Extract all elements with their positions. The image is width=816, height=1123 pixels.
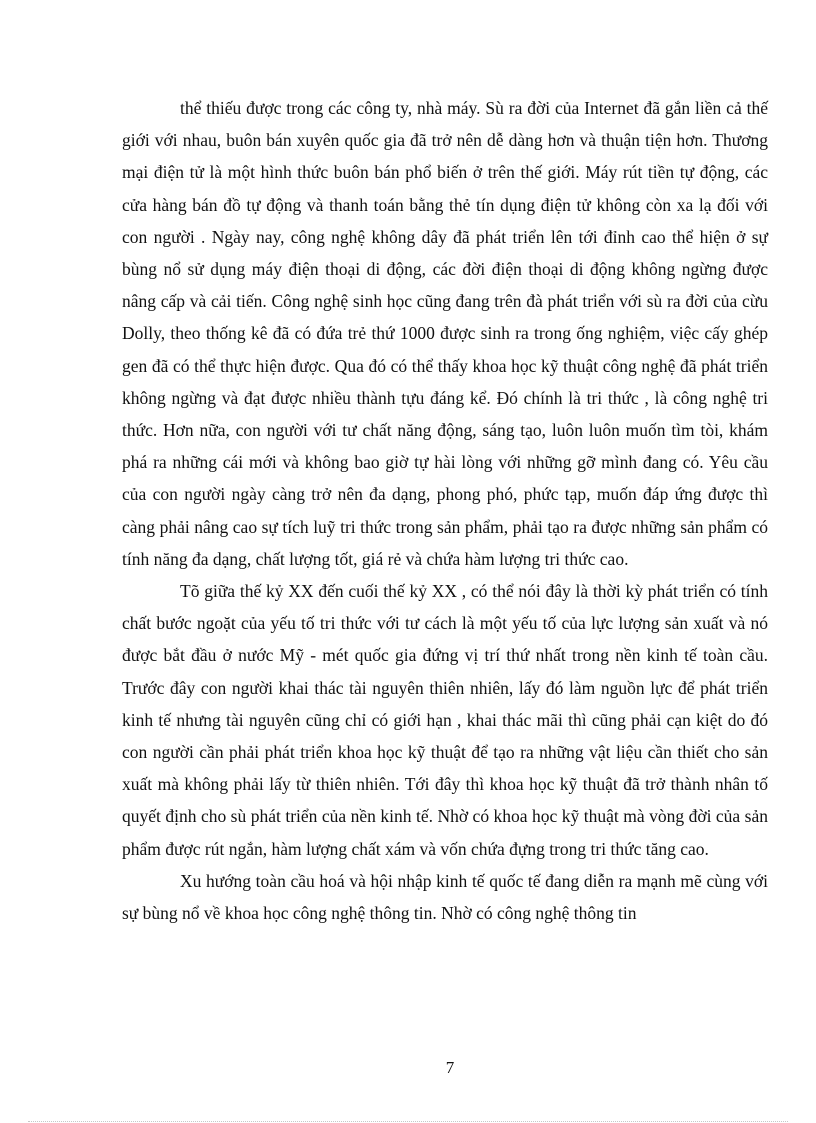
footer-dotted-rule [28, 1121, 788, 1122]
body-text [122, 92, 768, 929]
paragraph-mid-20th-century: Tõ giữa thế kỷ XX đến cuối thế kỷ XX , có thể nói đây là thời kỳ phát triển có tính chất bước ngoặt của yếu tố tri thức với tư cách là một yếu tố của lực lượng sản xuất và nó được bắt đầu ở nước Mỹ - mét quốc gia đứng vị trí thứ nhất trong nền kinh tế toàn cầu. Trước đây con người khai thác tài nguyên thiên nhiên, lấy đó làm nguồn lực để phát triển kinh tế nhưng tài nguyên cũng chỉ có giới hạn , khai thác mãi thì cũng phải cạn kiệt do đó con người cần phải phát triển khoa học kỹ thuật để tạo ra những vật liệu cần thiết cho sản xuất mà không phải lấy từ thiên nhiên. Tới đây thì khoa học kỹ thuật đã trở thành nhân tố quyết định cho sù phát triển của nền kinh tế. Nhờ có khoa học kỹ thuật mà vòng đời của sản phẩm được rút ngắn, hàm lượng chất xám và vốn chứa đựng trong tri thức tăng cao. [122, 581, 768, 859]
paragraph-continuation: thể thiếu được trong các công ty, nhà máy. Sù ra đời của Internet đã gắn liền cả thế giới với nhau, buôn bán xuyên quốc gia đã trở nên dễ dàng hơn và thuận tiện hơn. Thương mại điện tử là một hình thức buôn bán phổ biến ở trên thế giới. Máy rút tiền tự động, các cửa hàng bán đồ tự động và thanh toán bằng thẻ tín dụng điện tử không còn xa lạ đối với con người . Ngày nay, công nghệ không dây đã phát triển lên tới đỉnh cao thể hiện ở sự bùng nổ sử dụng máy điện thoại di động, các đời điện thoại di động không ngừng được nâng cấp và cải tiến. Công nghệ sinh học cũng đang trên đà phát triển với sù ra đời của cừu Dolly, theo thống kê đã có đứa trẻ thứ 1000 được sinh ra trong ống nghiệm, việc cấy ghép gen đã có thể thực hiện được. Qua đó có thể thấy khoa học kỹ thuật công nghệ đã phát triển không ngừng và đạt được nhiều thành tựu đáng kể. Đó chính là tri thức , là công nghệ tri thức. Hơn nữa, con người với tư chất năng động, sáng tạo, luôn luôn muốn tìm tòi, khám phá ra những cái mới và không bao giờ tự hài lòng với những gỡ mình đang có. Yêu cầu của con người ngày càng trở nên đa dạng, phong phó, phức tạp, muốn đáp ứng được thì càng phải nâng cao sự tích luỹ tri thức trong sản phẩm, phải tạo ra được những sản phẩm có tính năng đa dạng, chất lượng tốt, giá rẻ và chứa hàm lượng tri thức cao. [122, 98, 768, 569]
page-number: 7 [445, 1058, 455, 1077]
paragraph-globalization: Xu hướng toàn cầu hoá và hội nhập kinh tế quốc tế đang diễn ra mạnh mẽ cùng với sự bùng nổ về khoa học công nghệ thông tin. Nhờ có công nghệ thông tin [122, 870, 768, 924]
